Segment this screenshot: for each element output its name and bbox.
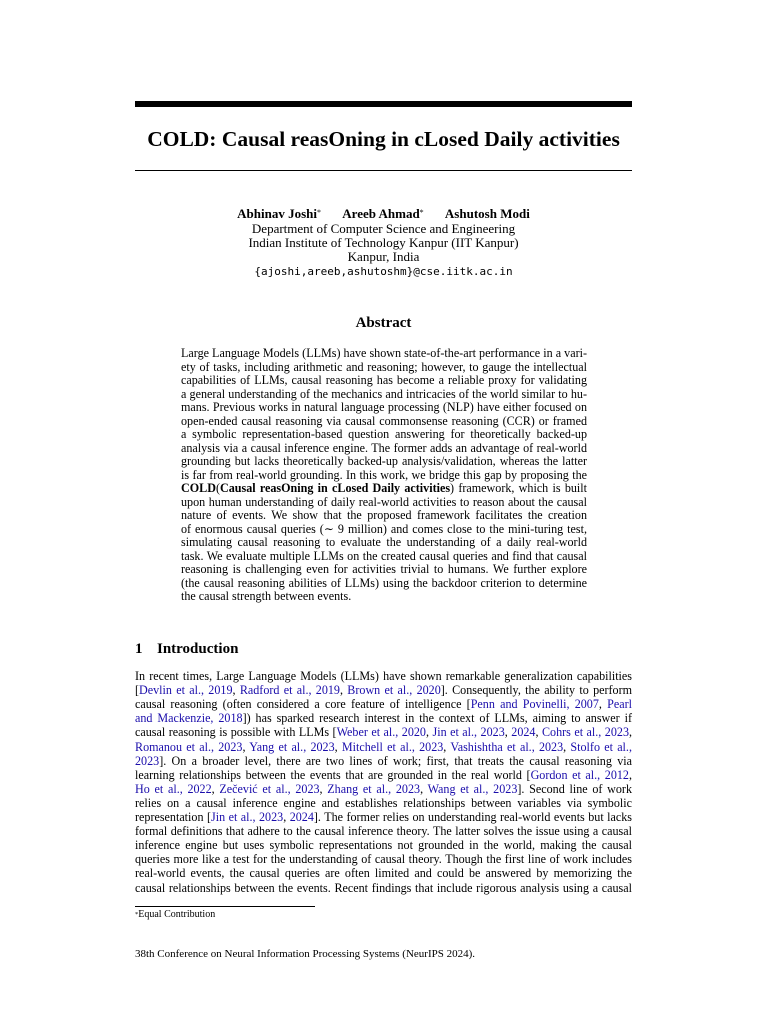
body-text: ]) has sparked research interest in the context of LLMs, aiming to answer if: [242, 711, 632, 726]
citation-link[interactable]: Yang et al., 2023: [249, 739, 335, 754]
citation-link[interactable]: Penn and Povinelli, 2007: [470, 697, 599, 712]
body-text: causal reasoning (often considered a core feature of intelligence [: [135, 697, 471, 712]
abstract-line: open-ended causal reasoning via causal commonsense reasoning (CCR) or framed: [181, 413, 587, 428]
section-number: 1: [135, 641, 143, 657]
section-heading-introduction: [135, 639, 238, 659]
affiliation-department: Department of Computer Science and Engineering: [251, 221, 516, 236]
intro-line: [135, 810, 632, 824]
citation-link[interactable]: Cohrs et al., 2023: [541, 725, 629, 740]
body-text: ]. On a broader level, there are two lines of work; first, that treats the causal reasoning via: [159, 753, 632, 768]
abstract-line: of enormous causal queries (∼ 9 million) and comes close to the mini-turing test,: [181, 521, 587, 536]
body-text: ,: [535, 725, 542, 740]
abstract-line: ety of tasks, including arithmetic and reasoning; however, to gauge the intellectual: [181, 359, 587, 374]
body-text: ,: [563, 739, 571, 754]
citation-link[interactable]: Devlin et al., 2019: [139, 683, 233, 698]
body-text: ,: [242, 739, 250, 754]
intro-line: [135, 866, 632, 880]
body-text: representation [: [135, 810, 211, 824]
citation-link[interactable]: Brown et al., 2020: [347, 683, 441, 698]
citation-link[interactable]: 2024: [289, 810, 314, 824]
title-bottom-rule: [135, 170, 632, 171]
citation-link[interactable]: and Mackenzie, 2018: [135, 711, 243, 726]
intro-line: [135, 824, 632, 838]
affiliation-institute: Indian Institute of Technology Kanpur (IIT Kanpur): [248, 235, 519, 250]
body-text: ,: [283, 810, 290, 824]
body-text: ,: [211, 781, 220, 796]
intro-line: [135, 782, 632, 796]
abstract-line: the causal strength between events.: [181, 589, 352, 603]
body-text: ,: [334, 739, 342, 754]
citation-link[interactable]: 2024: [511, 725, 536, 740]
body-text: learning relationships between the events that are grounded in the real world [: [135, 767, 531, 782]
intro-line: [135, 711, 632, 725]
body-text: [: [135, 683, 140, 698]
body-text: ,: [628, 767, 632, 782]
intro-line: [135, 881, 632, 895]
citation-link[interactable]: Zhang et al., 2023: [327, 781, 421, 796]
body-text: causal relationships between the events. Recent findings that include rigorous analysis using a causal: [135, 880, 632, 895]
abstract-line: nature of events. We show that the proposed framework facilitates the creation: [181, 508, 587, 522]
abstract-heading: Abstract: [355, 315, 412, 331]
body-text: In recent times, Large Language Models (LLMs) have shown remarkable generalization capabilities: [135, 669, 632, 683]
intro-line: [135, 683, 632, 697]
body-text: ]. Consequently, the ability to perform: [440, 683, 633, 698]
intro-line: [135, 852, 632, 866]
body-text: inference engine but uses symbolic representations not grounded in the world, making the causal: [135, 838, 632, 853]
body-text: ,: [629, 725, 633, 740]
abstract-line: mans. Previous works in natural language processing (NLP) have either focused on: [181, 400, 587, 414]
citation-link[interactable]: Weber et al., 2020: [336, 725, 426, 740]
intro-line: [135, 838, 632, 852]
citation-link[interactable]: Pearl: [607, 697, 632, 712]
citation-link[interactable]: Stolfo et al.,: [570, 739, 632, 754]
abstract-line: a general understanding of the mechanics and intricacies of the world similar to hu-: [181, 386, 587, 401]
citation-link[interactable]: Zečević et al., 2023: [219, 781, 320, 796]
abstract-line: grounding but lacks theoretically backed-up analysis/validation, whereas the latter: [181, 454, 587, 468]
abstract-line: is far from real-world grounding. In this work, we bridge this gap by proposing the: [181, 467, 587, 482]
footnote-rule: [135, 906, 315, 907]
abstract-line: Large Language Models (LLMs) have shown state-of-the-art performance in a vari-: [181, 346, 587, 360]
body-text: ,: [443, 739, 451, 754]
intro-line: [135, 754, 632, 768]
intro-line: [135, 768, 632, 782]
body-text: ,: [339, 683, 348, 698]
body-text: formal definitions that adhere to the causal inference theory. The latter solves the issue using a causal: [135, 824, 632, 839]
abstract-line: analysis via a causal inference engine. The former adds an advantage of real-world: [181, 440, 587, 455]
citation-link[interactable]: Romanou et al., 2023: [135, 739, 243, 754]
author: Abhinav Joshi*: [237, 206, 322, 221]
body-text: real-world events, the causal queries are often limited and could be answered by memorizing the: [135, 866, 632, 881]
body-text: queries more like a test for the understanding of causal theory. Though the first line of work includes: [135, 852, 632, 867]
citation-link[interactable]: Radford et al., 2019: [239, 683, 340, 698]
citation-link[interactable]: Gordon et al., 2012: [530, 767, 629, 782]
citation-link[interactable]: Wang et al., 2023: [427, 781, 518, 796]
abstract-line: (the causal reasoning abilities of LLMs) using the backdoor criterion to determine: [181, 575, 587, 590]
abstract-line: COLD(Causal reasOning in cLosed Daily activities) framework, which is built: [181, 481, 587, 495]
author: Ashutosh Modi: [444, 206, 530, 221]
body-text: ,: [232, 683, 240, 698]
citation-link[interactable]: Mitchell et al., 2023: [341, 739, 444, 754]
abstract-line: capabilities of LLMs, causal reasoning has become a reliable proxy for validating: [181, 373, 587, 387]
body-text: ]. The former relies on understanding real-world events but lacks: [313, 810, 632, 824]
body-text: ,: [425, 725, 433, 740]
venue-footer: 38th Conference on Neural Information Processing Systems (NeurIPS 2024).: [135, 948, 476, 960]
body-text: relies on a causal inference engine and establishes relationships between variables via symbolic: [135, 795, 632, 810]
intro-line: [135, 796, 632, 810]
body-text: ,: [319, 781, 328, 796]
body-text: ,: [504, 725, 512, 740]
body-text: ,: [598, 697, 608, 712]
abstract-line: upon human understanding of daily real-world activities to reason about the causal: [181, 494, 587, 509]
author-email: {ajoshi,areeb,ashutoshm}@cse.iitk.ac.in: [254, 265, 513, 278]
citation-link[interactable]: Ho et al., 2022: [135, 781, 212, 796]
author: Areeb Ahmad*: [342, 206, 424, 221]
title-top-rule: [135, 101, 632, 107]
intro-line: [135, 740, 632, 754]
citation-link[interactable]: Vashishtha et al., 2023: [450, 739, 564, 754]
author-list: [135, 206, 632, 222]
intro-line: [135, 669, 632, 683]
abstract-line: reasoning is challenging even for activities trivial to humans. We further explore: [181, 562, 587, 576]
body-text: causal reasoning is possible with LLMs [: [135, 725, 337, 740]
intro-line: [135, 697, 632, 711]
abstract-line: simulating causal reasoning to evaluate the understanding of a daily real-world: [181, 535, 587, 549]
body-text: ]. Second line of work: [517, 781, 632, 796]
intro-line: [135, 725, 632, 739]
footnote: *Equal Contribution: [135, 909, 216, 920]
section-title: Introduction: [157, 641, 239, 657]
citation-link[interactable]: Jin et al., 2023: [432, 725, 505, 740]
body-text: ,: [420, 781, 428, 796]
citation-link[interactable]: 2023: [135, 753, 160, 768]
abstract-line: a symbolic representation-based question answering for theoretically backed-up: [181, 427, 587, 441]
citation-link[interactable]: Jin et al., 2023: [211, 810, 284, 824]
affiliation-location: Kanpur, India: [347, 249, 420, 264]
abstract-line: task. We evaluate multiple LLMs on the created causal queries and find that causal: [181, 548, 587, 563]
paper-title: COLD: Causal reasOning in cLosed Daily activities: [147, 127, 620, 151]
